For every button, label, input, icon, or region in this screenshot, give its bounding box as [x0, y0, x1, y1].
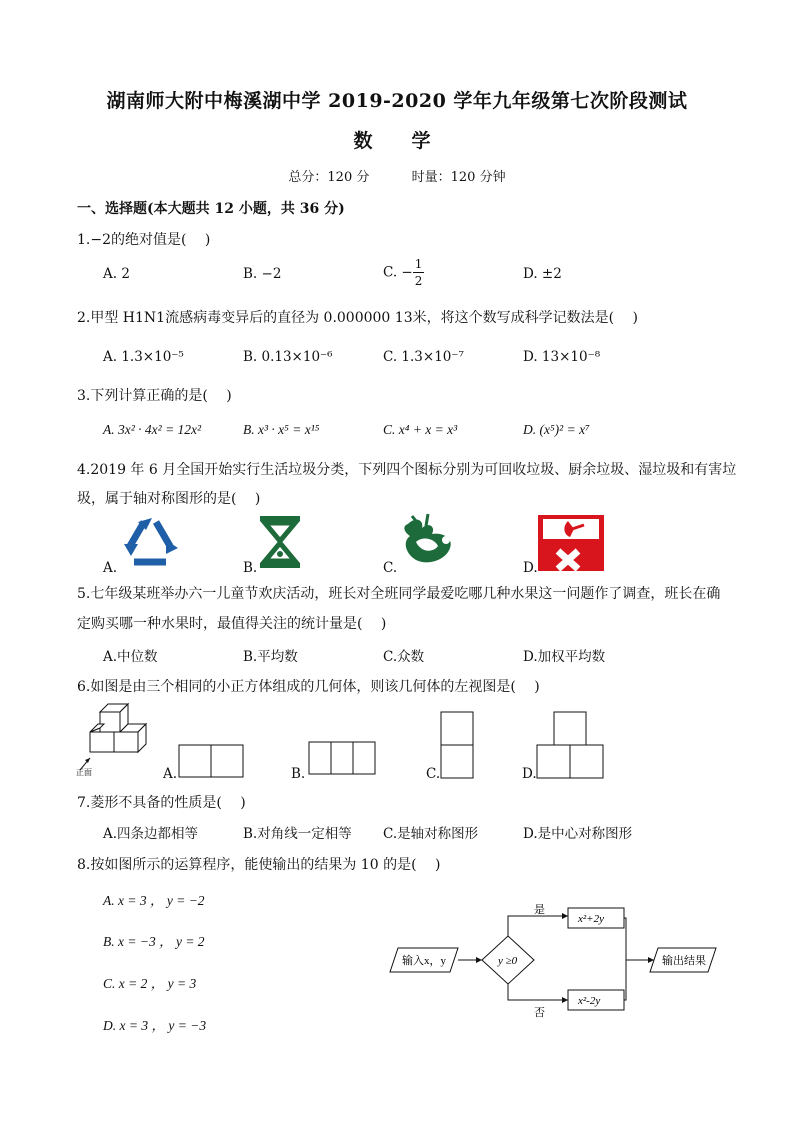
q5-option-a: A.中位数 [103, 649, 158, 665]
q4-option-c: C. [383, 560, 398, 576]
flow-output-label: 输出结果 [662, 955, 706, 967]
flow-condition-label: y ≥0 [498, 955, 518, 967]
question-7-stem: 7.菱形不具备的性质是( ) [77, 795, 246, 811]
subject-title: 数 学 [353, 130, 441, 152]
q5-option-d: D.加权平均数 [523, 649, 606, 665]
q7-option-c: C.是轴对称图形 [383, 826, 479, 842]
q3-option-c: C. x⁴ + x = x³ [383, 422, 458, 437]
question-6-stem: 6.如图是由三个相同的小正方体组成的几何体，则该几何体的左视图是( ) [77, 679, 540, 695]
q4-option-b: B. [243, 560, 258, 576]
q1-option-c: C. − $\frac{1}{2}$ [383, 257, 423, 288]
q3-option-d: D. (x⁵)² = x⁷ [523, 422, 590, 437]
front-label: 正面 [76, 768, 92, 777]
page-title: 湖南师大附中梅溪湖中学 2019-2020 学年九年级第七次阶段测试 [106, 90, 688, 112]
view-a-figure [178, 744, 244, 778]
q1-option-b: B. −2 [243, 266, 282, 282]
fraction: $\frac{1}{2}$ [414, 257, 423, 288]
question-1-stem: 1.−2的绝对值是( ) [77, 232, 211, 248]
q8-option-d: D. x = 3 ， y = −3 [103, 1018, 207, 1033]
q4-option-d: D. [523, 560, 538, 576]
q1-option-d: D. ±2 [523, 266, 562, 282]
q7-option-b: B.对角线一定相等 [243, 826, 352, 842]
question-5-stem-line1: 5.七年级某班举办六一儿童节欢庆活动，班长对全班同学最爱吃哪几种水果这一问题作了调查，班长在确 [77, 586, 721, 602]
hourglass-icon [258, 514, 302, 570]
flow-top-expr: x²+2y [578, 913, 604, 925]
flow-yes-label: 是 [534, 904, 545, 916]
question-4-stem-line2: 圾，属于轴对称图形的是( ) [77, 491, 261, 507]
q8-option-c: C. x = 2 ， y = 3 [103, 976, 197, 991]
question-5-stem-line2: 定购买哪一种水果时，最值得关注的统计量是( ) [77, 616, 387, 632]
total-score: 总分：120 分 [288, 170, 370, 185]
q5-option-c: C.众数 [383, 649, 425, 665]
q1-option-a: A. 2 [103, 266, 130, 282]
question-2-stem: 2.甲型 H1N1流感病毒变异后的直径为 0.000000 13米，将这个数写成科学记数法是( ) [77, 310, 638, 326]
exam-meta [0, 166, 794, 185]
q2-option-d: D. 13×10⁻⁸ [523, 349, 601, 365]
flow-input-label: 输入x，y [402, 955, 446, 967]
view-b-figure [308, 741, 376, 775]
q3-option-b: B. x³ · x⁵ = x¹⁵ [243, 422, 320, 437]
flow-no-label: 否 [534, 1007, 545, 1019]
q5-option-b: B.平均数 [243, 649, 298, 665]
q6-option-b: B. [291, 766, 306, 782]
q2-option-b: B. 0.13×10⁻⁶ [243, 349, 333, 365]
q2-option-a: A. 1.3×10⁻⁵ [103, 349, 184, 365]
flow-bottom-expr: x²-2y [578, 995, 601, 1007]
q6-option-a: A. [163, 766, 178, 782]
q8-option-b: B. x = −3 ， y = 2 [103, 934, 205, 949]
food-waste-icon [398, 512, 464, 570]
flowchart [386, 900, 722, 1024]
q4-option-a: A. [103, 560, 118, 576]
q6-option-c: C. [426, 766, 441, 782]
q7-option-d: D.是中心对称图形 [523, 826, 633, 842]
section-heading: 一、选择题(本大题共 12 小题，共 36 分) [77, 201, 345, 217]
time-limit: 时量：120 分钟 [411, 170, 506, 185]
view-c-figure [440, 711, 474, 779]
q7-option-a: A.四条边都相等 [103, 826, 199, 842]
view-d-figure [536, 711, 604, 779]
question-4-stem-line1: 4.2019 年 6 月全国开始实行生活垃圾分类，下列四个图标分别为可回收垃圾、厨余垃圾、湿垃圾和有害垃 [77, 462, 737, 478]
q2-option-c: C. 1.3×10⁻⁷ [383, 349, 464, 365]
q3-option-a: A. 3x² · 4x² = 12x² [103, 422, 202, 437]
recycle-icon [116, 514, 184, 570]
hazardous-waste-icon [538, 515, 604, 571]
question-8-stem: 8.按如图所示的运算程序，能使输出的结果为 10 的是( ) [77, 857, 441, 873]
question-3-stem: 3.下列计算正确的是( ) [77, 388, 232, 404]
q6-option-d: D. [522, 766, 537, 782]
q8-option-a: A. x = 3 ， y = −2 [103, 893, 205, 908]
